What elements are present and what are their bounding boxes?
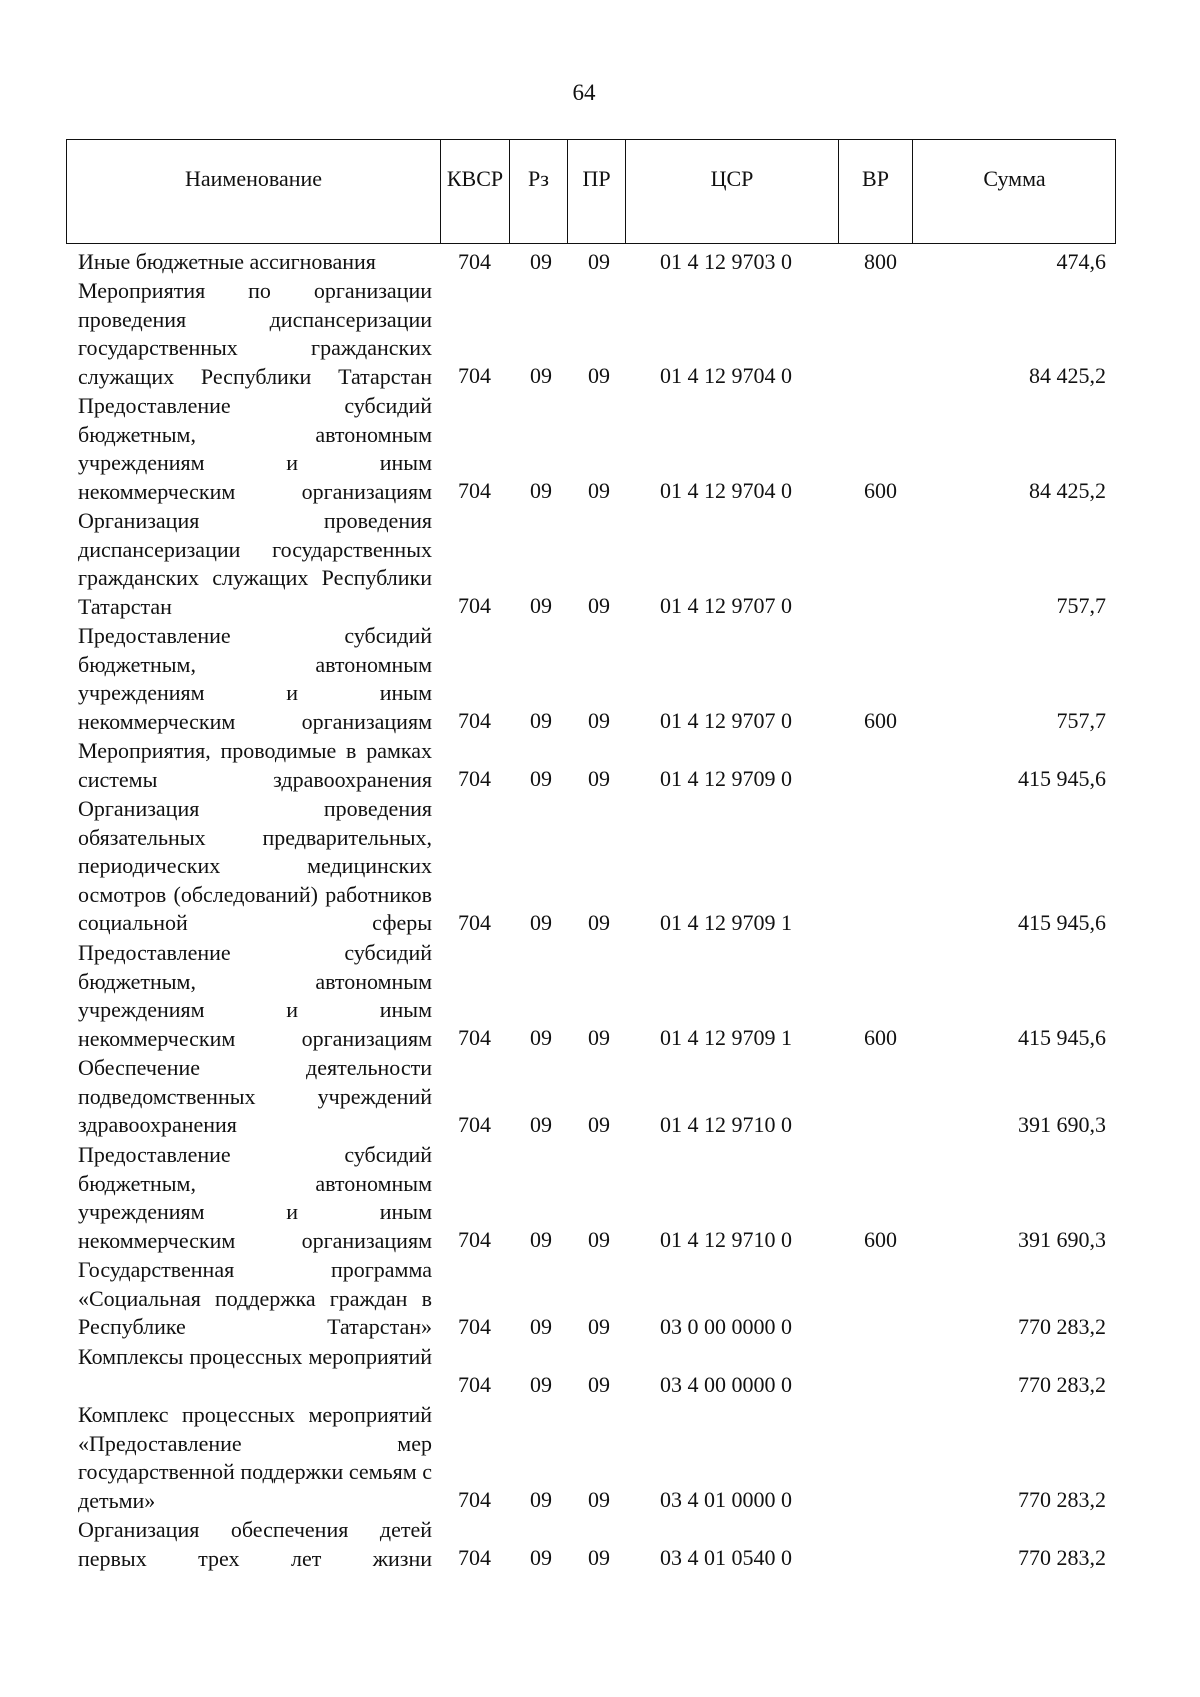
row-sum: 84 425,2	[1029, 478, 1106, 503]
table-body	[0, 248, 1200, 1574]
row-csr: 01 4 12 9709 1	[660, 910, 792, 935]
row-csr: 03 4 00 0000 0	[660, 1372, 792, 1397]
row-name: Предоставление субсидий бюджетным, автономным учреждениям и иным некоммерческим организациям	[78, 940, 432, 1051]
row-kvsr: 704	[458, 593, 491, 618]
row-rz: 09	[530, 1545, 552, 1570]
table-row	[0, 248, 1200, 277]
row-sum: 415 945,6	[1018, 910, 1106, 935]
row-pr: 09	[588, 766, 610, 791]
row-csr: 01 4 12 9707 0	[660, 708, 792, 733]
row-vr: 800	[864, 249, 897, 274]
table-row	[0, 1343, 1200, 1401]
row-pr: 09	[588, 363, 610, 388]
table-row	[0, 1516, 1200, 1574]
row-name: Государственная программа «Социальная поддержка граждан в Республике Татарстан»	[78, 1257, 432, 1339]
row-kvsr: 704	[458, 1545, 491, 1570]
row-pr: 09	[588, 1545, 610, 1570]
row-kvsr: 704	[458, 1487, 491, 1512]
row-rz: 09	[530, 766, 552, 791]
row-pr: 09	[588, 1227, 610, 1252]
row-sum: 757,7	[1056, 708, 1106, 733]
row-kvsr: 704	[458, 910, 491, 935]
table-row	[0, 1141, 1200, 1256]
header-pr: ПР	[567, 140, 625, 243]
row-name: Мероприятия, проводимые в рамках системы здравоохранения	[78, 738, 432, 792]
row-rz: 09	[530, 910, 552, 935]
table-row	[0, 507, 1200, 622]
table-row	[0, 1054, 1200, 1141]
row-rz: 09	[530, 1227, 552, 1252]
row-vr: 600	[864, 708, 897, 733]
row-rz: 09	[530, 593, 552, 618]
row-kvsr: 704	[458, 478, 491, 503]
row-sum: 770 283,2	[1018, 1372, 1106, 1397]
row-rz: 09	[530, 249, 552, 274]
row-name: Комплекс процессных мероприятий «Предоставление мер государственной поддержки семьям с детьми»	[78, 1402, 432, 1513]
row-name: Комплексы процессных мероприятий	[78, 1344, 432, 1369]
row-csr: 01 4 12 9704 0	[660, 478, 792, 503]
page-number: 64	[572, 80, 596, 105]
row-csr: 01 4 12 9709 0	[660, 766, 792, 791]
row-csr: 01 4 12 9710 0	[660, 1227, 792, 1252]
row-vr: 600	[864, 1025, 897, 1050]
row-pr: 09	[588, 1372, 610, 1397]
row-pr: 09	[588, 1314, 610, 1339]
table-row	[0, 939, 1200, 1054]
header-kvsr: КВСР	[440, 140, 509, 243]
row-rz: 09	[530, 1025, 552, 1050]
row-name: Мероприятия по организации проведения диспансеризации государственных гражданских служащих Республики Татарстан	[78, 278, 432, 389]
row-csr: 01 4 12 9707 0	[660, 593, 792, 618]
row-csr: 01 4 12 9709 1	[660, 1025, 792, 1050]
row-csr: 03 4 01 0540 0	[660, 1545, 792, 1570]
row-sum: 770 283,2	[1018, 1487, 1106, 1512]
row-kvsr: 704	[458, 1025, 491, 1050]
row-name: Предоставление субсидий бюджетным, автономным учреждениям и иным некоммерческим организациям	[78, 393, 432, 504]
row-kvsr: 704	[458, 1314, 491, 1339]
table-row	[0, 277, 1200, 392]
row-pr: 09	[588, 1025, 610, 1050]
row-kvsr: 704	[458, 363, 491, 388]
row-sum: 84 425,2	[1029, 363, 1106, 388]
row-kvsr: 704	[458, 1227, 491, 1252]
row-csr: 01 4 12 9710 0	[660, 1112, 792, 1137]
row-name: Организация обеспечения детей первых трех лет жизни	[78, 1517, 432, 1571]
row-name: Иные бюджетные ассигнования	[78, 249, 376, 274]
row-csr: 03 0 00 0000 0	[660, 1314, 792, 1339]
row-rz: 09	[530, 363, 552, 388]
row-name: Организация проведения обязательных предварительных, периодических медицинских осмотров (обследований) работников социальной сферы	[78, 796, 432, 935]
row-kvsr: 704	[458, 708, 491, 733]
row-rz: 09	[530, 1487, 552, 1512]
row-rz: 09	[530, 478, 552, 503]
row-sum: 415 945,6	[1018, 1025, 1106, 1050]
row-rz: 09	[530, 1112, 552, 1137]
row-pr: 09	[588, 478, 610, 503]
header-vr: ВР	[838, 140, 912, 243]
row-sum: 770 283,2	[1018, 1545, 1106, 1570]
header-name: Наименование	[184, 165, 323, 191]
row-csr: 01 4 12 9703 0	[660, 249, 792, 274]
table-row	[0, 1401, 1200, 1516]
header-sum: Сумма	[912, 140, 1116, 243]
row-rz: 09	[530, 1372, 552, 1397]
row-sum: 757,7	[1056, 593, 1106, 618]
row-sum: 474,6	[1056, 249, 1106, 274]
row-csr: 03 4 01 0000 0	[660, 1487, 792, 1512]
table-row	[0, 737, 1200, 795]
row-vr: 600	[864, 1227, 897, 1252]
header-rz: Рз	[509, 140, 567, 243]
row-pr: 09	[588, 1112, 610, 1137]
row-rz: 09	[530, 708, 552, 733]
row-kvsr: 704	[458, 249, 491, 274]
row-sum: 391 690,3	[1018, 1112, 1106, 1137]
row-rz: 09	[530, 1314, 552, 1339]
table-header	[66, 139, 1116, 244]
table-row	[0, 622, 1200, 737]
table-row	[0, 392, 1200, 507]
row-vr: 600	[864, 478, 897, 503]
row-name: Предоставление субсидий бюджетным, автономным учреждениям и иным некоммерческим организациям	[78, 623, 432, 734]
table-row	[0, 795, 1200, 939]
table-row	[0, 1256, 1200, 1343]
row-pr: 09	[588, 593, 610, 618]
row-sum: 415 945,6	[1018, 766, 1106, 791]
row-pr: 09	[588, 1487, 610, 1512]
row-kvsr: 704	[458, 1372, 491, 1397]
row-name: Организация проведения диспансеризации государственных гражданских служащих Республики Татарстан	[78, 508, 432, 619]
row-pr: 09	[588, 708, 610, 733]
row-name: Предоставление субсидий бюджетным, автономным учреждениям и иным некоммерческим организациям	[78, 1142, 432, 1253]
row-name: Обеспечение деятельности подведомственных учреждений здравоохранения	[78, 1055, 432, 1137]
row-kvsr: 704	[458, 766, 491, 791]
row-sum: 391 690,3	[1018, 1227, 1106, 1252]
row-pr: 09	[588, 910, 610, 935]
row-sum: 770 283,2	[1018, 1314, 1106, 1339]
row-pr: 09	[588, 249, 610, 274]
header-csr: ЦСР	[625, 140, 838, 243]
row-csr: 01 4 12 9704 0	[660, 363, 792, 388]
row-kvsr: 704	[458, 1112, 491, 1137]
